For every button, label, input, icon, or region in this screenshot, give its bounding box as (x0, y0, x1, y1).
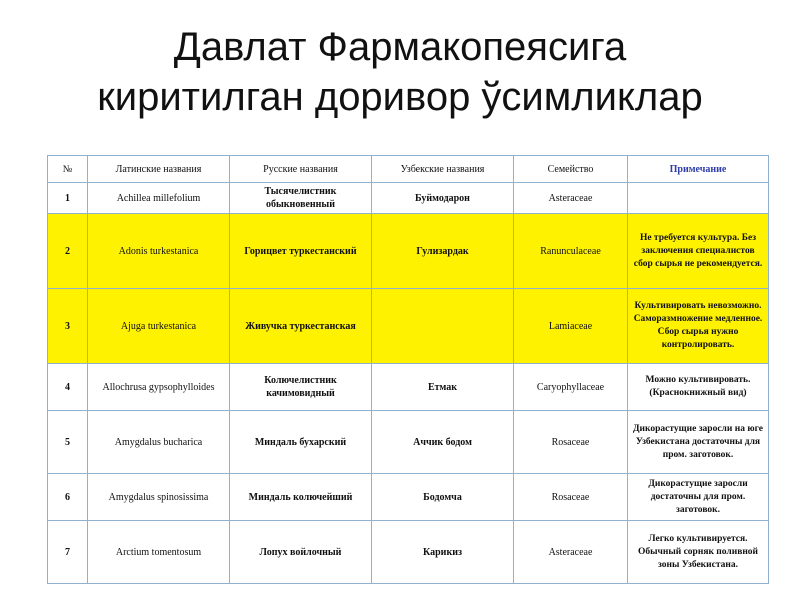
table-row (48, 474, 769, 521)
cell-note: Дикорастущие заросли на юге Узбекистана достаточны для пром. заготовок. (628, 411, 769, 474)
header-uzbek-name: Узбекские названия (372, 156, 514, 183)
table-body (48, 183, 769, 584)
cell-number: 4 (48, 364, 88, 411)
cell-note: Дикорастущие заросли достаточны для пром. заготовок. (628, 474, 769, 521)
cell-russian-name: Лопух войлочный (230, 521, 372, 584)
cell-note: Не требуется культура. Без заключения специалистов сбор сырья не рекомендуется. (628, 214, 769, 289)
cell-note (628, 183, 769, 214)
slide-title (0, 22, 800, 122)
cell-russian-name: Колючелистник качимовидный (230, 364, 372, 411)
header-latin-name: Латинские названия (88, 156, 230, 183)
cell-number: 7 (48, 521, 88, 584)
cell-family: Ranunculaceae (514, 214, 628, 289)
cell-family: Lamiaceae (514, 289, 628, 364)
cell-note: Можно культивировать. (Краснокнижный вид) (628, 364, 769, 411)
table-row (48, 521, 769, 584)
cell-number: 5 (48, 411, 88, 474)
cell-uzbek-name: Аччик бодом (372, 411, 514, 474)
table-row (48, 411, 769, 474)
table-row (48, 183, 769, 214)
cell-russian-name: Горицвет туркестанский (230, 214, 372, 289)
cell-russian-name: Живучка туркестанская (230, 289, 372, 364)
cell-latin-name: Achillea millefolium (88, 183, 230, 214)
cell-family: Asteraceae (514, 183, 628, 214)
cell-family: Asteraceae (514, 521, 628, 584)
cell-uzbek-name: Карикиз (372, 521, 514, 584)
table-row (48, 214, 769, 289)
cell-number: 1 (48, 183, 88, 214)
cell-latin-name: Amygdalus spinosissima (88, 474, 230, 521)
cell-latin-name: Arctium tomentosum (88, 521, 230, 584)
cell-uzbek-name: Буймодарон (372, 183, 514, 214)
cell-latin-name: Allochrusa gypsophylloides (88, 364, 230, 411)
table-header-row (48, 156, 769, 183)
cell-family: Rosaceae (514, 474, 628, 521)
cell-latin-name: Adonis turkestanica (88, 214, 230, 289)
cell-latin-name: Amygdalus bucharica (88, 411, 230, 474)
header-note: Примечание (628, 156, 769, 183)
cell-uzbek-name: Етмак (372, 364, 514, 411)
cell-number: 3 (48, 289, 88, 364)
medicinal-plants-table (47, 155, 769, 584)
cell-russian-name: Миндаль колючейший (230, 474, 372, 521)
cell-uzbek-name: Бодомча (372, 474, 514, 521)
cell-russian-name: Миндаль бухарский (230, 411, 372, 474)
cell-uzbek-name: Гулизардак (372, 214, 514, 289)
cell-number: 2 (48, 214, 88, 289)
cell-note: Культивировать невозможно. Саморазмножение медленное. Сбор сырья нужно контролировать. (628, 289, 769, 364)
title-line-1: Давлат Фармакопеясига (173, 25, 627, 69)
cell-latin-name: Ajuga turkestanica (88, 289, 230, 364)
cell-number: 6 (48, 474, 88, 521)
table-row (48, 364, 769, 411)
cell-note: Легко культивируется. Обычный сорняк поливной зоны Узбекистана. (628, 521, 769, 584)
title-line-2: киритилган доривор ўсимликлар (97, 75, 703, 119)
cell-russian-name: Тысячелистник обыкновенный (230, 183, 372, 214)
cell-family: Caryophyllaceae (514, 364, 628, 411)
header-family: Семейство (514, 156, 628, 183)
header-number: № (48, 156, 88, 183)
header-russian-name: Русские названия (230, 156, 372, 183)
cell-family: Rosaceae (514, 411, 628, 474)
table-row (48, 289, 769, 364)
cell-uzbek-name (372, 289, 514, 364)
